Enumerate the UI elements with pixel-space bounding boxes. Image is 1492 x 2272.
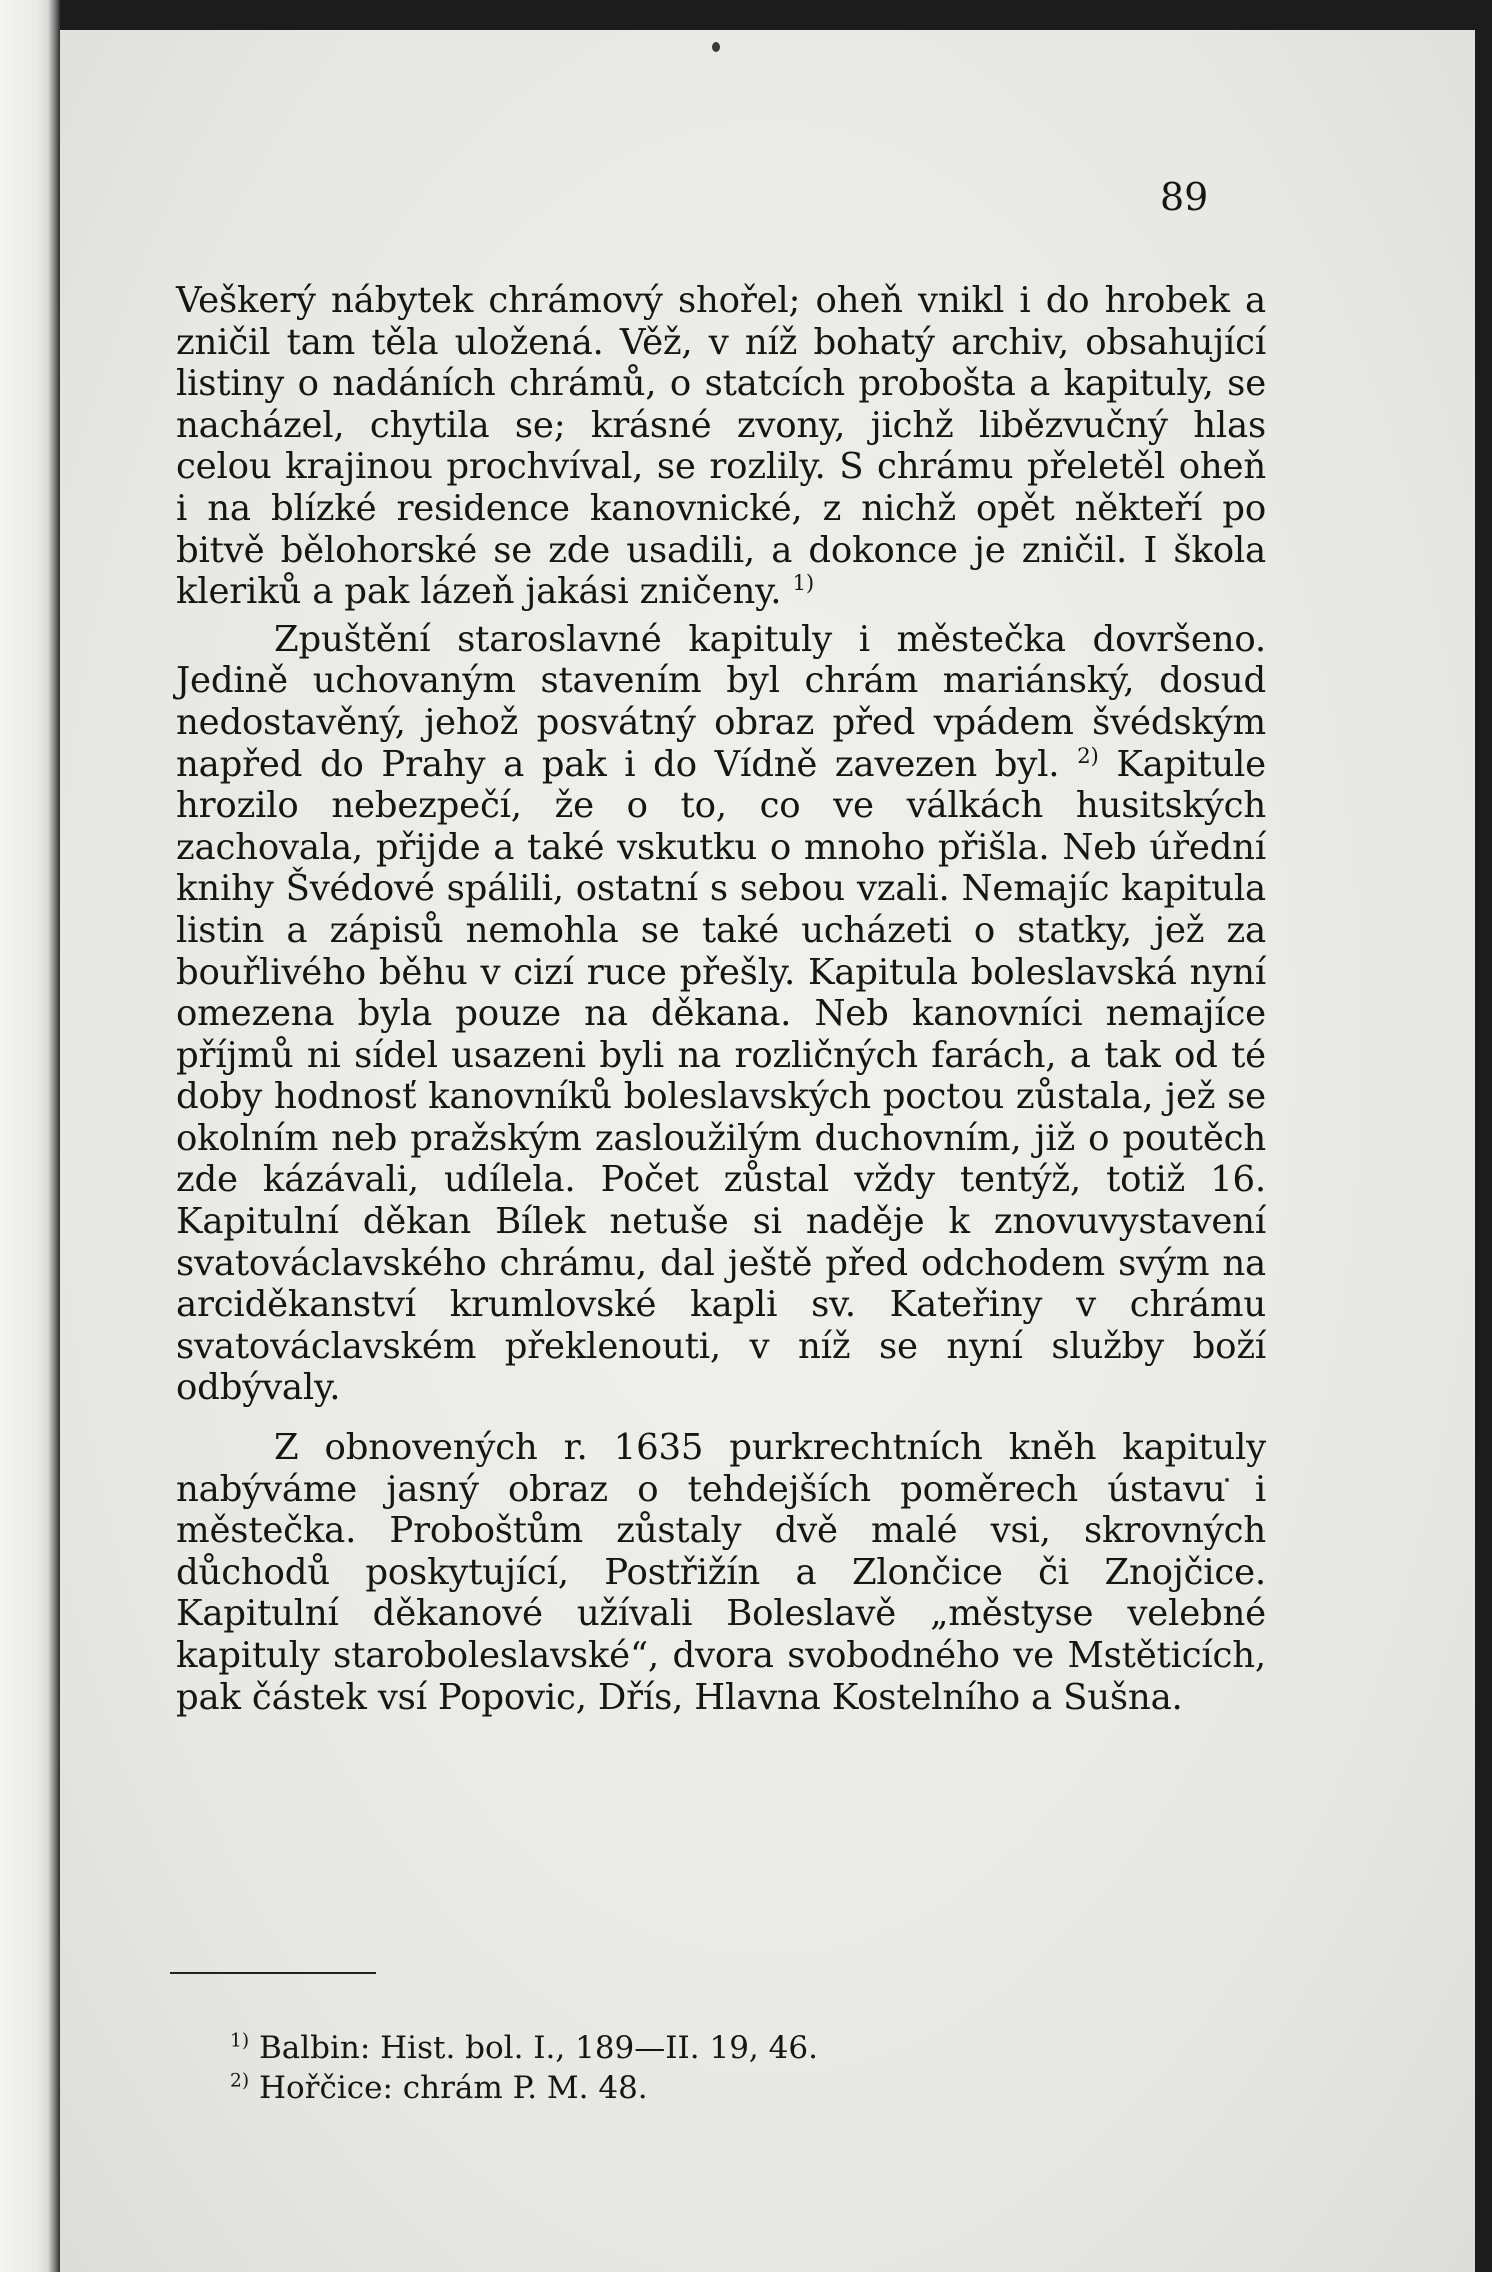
paragraph-1 <box>176 280 1266 613</box>
footnote-ref-2: 2) <box>1077 743 1099 769</box>
footnote-1-mark: 1) <box>230 2030 250 2052</box>
paragraph-3-text: Z obnovených r. 1635 purkrechtních kněh kapituly nabýváme jasný obraz o tehdejších poměrech ústavu i městečka. Proboštům zůstaly dvě malé vsi, skrovných důchodů poskytující, Postřižín a Zlončice či Znojčice. Kapitulní děkanové užívali Boleslavě „městyse velebné kapituly staroboleslavské“, dvora svobodného ve Mstěticích, pak částek vsí Popovic, Dřís, Hlavna Kostelního a Sušna. <box>176 1427 1266 1718</box>
paragraph-3 <box>176 1427 1266 1718</box>
scan-speck <box>712 42 720 52</box>
paragraph-2-text-a: Zpuštění staroslavné kapituly i městečka dovršeno. Jedině uchovaným stavením byl chrám mariánský, dosud nedostavěný, jehož posvátný obraz před vpádem švédským napřed do Prahy a pak i do Vídně zavezen byl. <box>176 618 1266 785</box>
paragraph-2 <box>176 619 1266 1409</box>
footnote-ref-1: 1) <box>792 571 814 597</box>
footnote-2-mark: 2) <box>230 2070 250 2092</box>
footnote-1 <box>230 2028 818 2068</box>
footnote-2 <box>230 2068 818 2108</box>
footnote-2-text: Hořčice: chrám P. M. 48. <box>258 2070 648 2106</box>
scan-left-margin <box>0 0 60 2272</box>
book-page <box>60 30 1475 2272</box>
body-text <box>176 280 1266 1718</box>
footnotes <box>230 2028 818 2108</box>
page-number: 89 <box>1160 175 1209 219</box>
footnote-1-text: Balbin: Hist. bol. I., 189—II. 19, 46. <box>258 2030 818 2066</box>
paragraph-2-text-b: Kapitule hrozilo nebezpečí, že o to, co ve válkách husitských zachovala, přijde a také vskutku o mnoho přišla. Neb úřední knihy Švédové spálili, ostatní s sebou vzali. Nemajíc kapitula listin a zápisů nemohla se také ucházeti o statky, jež za bouřlivého běhu v cizí ruce přešly. Kapitula boleslavská nyní omezena byla pouze na děkana. Neb kanovníci nemajíce příjmů ni sídel usazeni byli na rozličných farách, a tak od té doby hodnosť kanovníků boleslavských poctou zůstala, jež se okolním neb pražským zasloužilým duchovním, již o poutěch zde kázávali, udílela. Počet zůstal vždy tentýž, totiž 16. Kapitulní děkan Bílek netuše si naděje k znovuvystavení svatováclavského chrámu, dal ještě před odchodem svým na arciděkanství krumlovské kapli sv. Kateřiny v chrámu svatováclavském překlenouti, v níž se nyní služby boží odbývaly. <box>176 743 1266 1409</box>
paragraph-1-text: Veškerý nábytek chrámový shořel; oheň vnikl i do hrobek a zničil tam těla uložená. Věž, v níž bohatý archiv, obsahující listiny o nadáních chrámů, o statcích probošta a kapituly, se nacházel, chytila se; krásné zvony, jichž libězvučný hlas celou krajinou prochvíval, se rozlily. S chrámu přeletěl oheň i na blízké residence kanovnické, z nichž opět někteří po bitvě bělohorské se zde usadili, a dokonce je zničil. I škola kleriků a pak lázeň jakási zničeny. <box>176 280 1266 613</box>
footnote-divider <box>170 1972 376 1974</box>
